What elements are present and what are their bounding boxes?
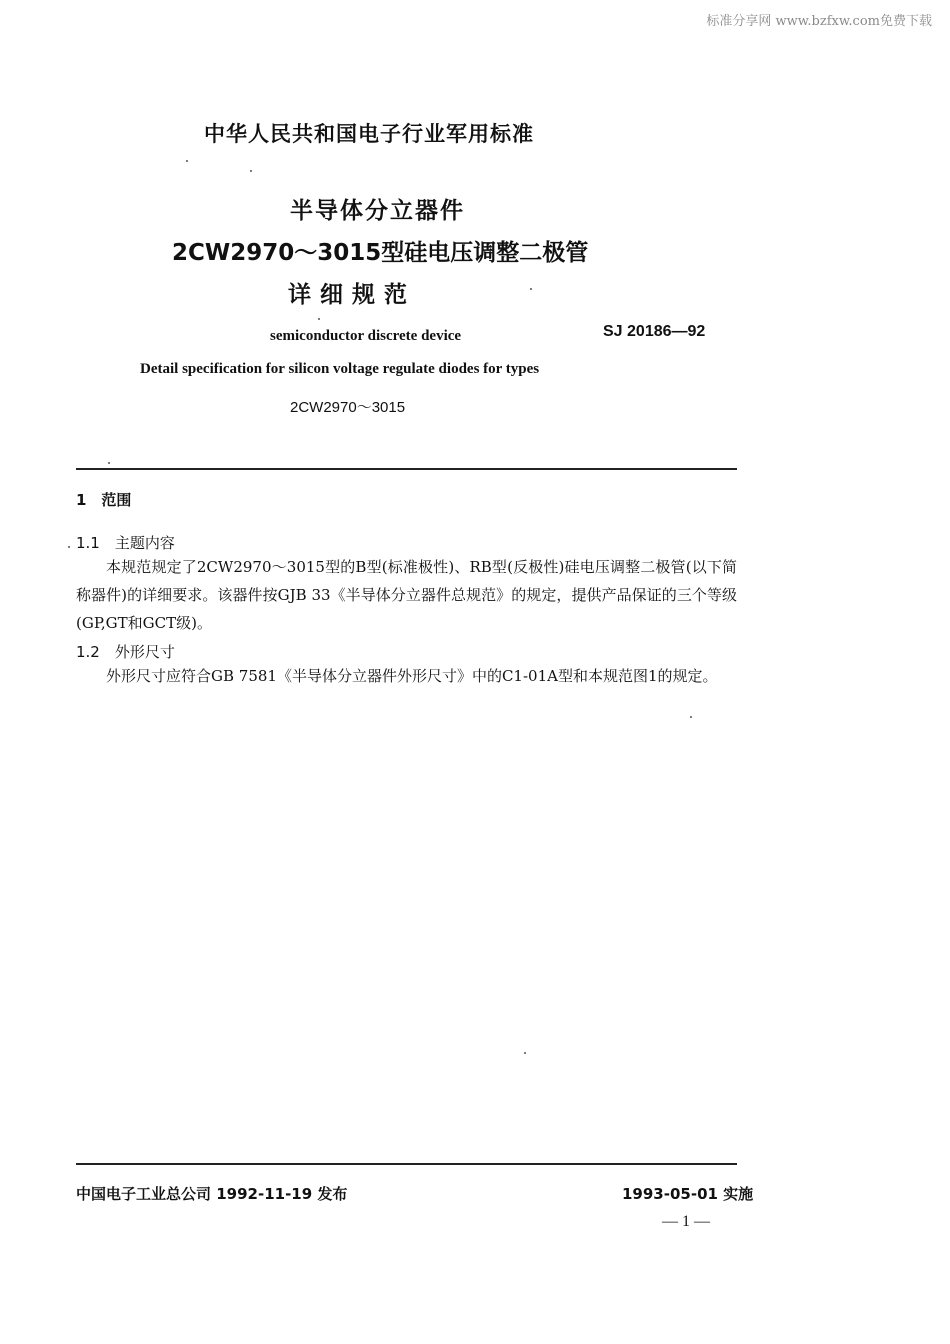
english-title-line-1: semiconductor discrete device [270,328,462,344]
scan-speck [524,1052,526,1054]
scan-speck [68,546,70,548]
standard-code: SJ 20186—92 [603,323,706,340]
scan-speck [108,462,110,464]
scan-speck [186,160,188,162]
footer-divider [76,1163,737,1165]
title-line-2: 2CW2970～3015型硅电压调整二极管 [172,240,589,266]
scan-speck [530,288,532,290]
section-1-1-paragraph: 本规范规定了2CW2970～3015型的B型(标准极性)、RB型(反极性)硅电压调整二极管(以下简称器件)的详细要求。该器件按GJB 33《半导体分立器件总规范》的规定，提供产品保证的三个等级(GP,GT和GCT级)。 [76,558,737,632]
section-1-2-heading: 1.2 外形尺寸 [76,643,175,661]
header-divider [76,468,737,470]
scan-speck [318,318,320,320]
section-1-2-paragraph: 外形尺寸应符合GB 7581《半导体分立器件外形尺寸》中的C1-01A型和本规范图1的规定。 [106,667,718,685]
publisher-date: 中国电子工业总公司 1992-11-19 发布 [76,1185,348,1203]
english-title-line-3: 2CW2970～3015 [290,399,406,416]
section-1-1-heading: 1.1 主题内容 [76,534,175,552]
scan-speck [250,170,252,172]
scan-speck [690,716,692,718]
section-1-heading: 1 范围 [76,491,132,509]
title-line-1: 半导体分立器件 [290,198,465,224]
title-line-3: 详细规范 [288,282,416,308]
watermark-text: 标准分享网 www.bzfxw.com免费下载 [706,14,932,29]
english-title-line-2: Detail specification for silicon voltage regulate diodes for types [140,361,540,377]
issuing-organization: 中华人民共和国电子行业军用标准 [204,122,534,146]
effective-date: 1993-05-01 实施 [622,1185,754,1203]
page-number: — 1 — [662,1213,710,1230]
